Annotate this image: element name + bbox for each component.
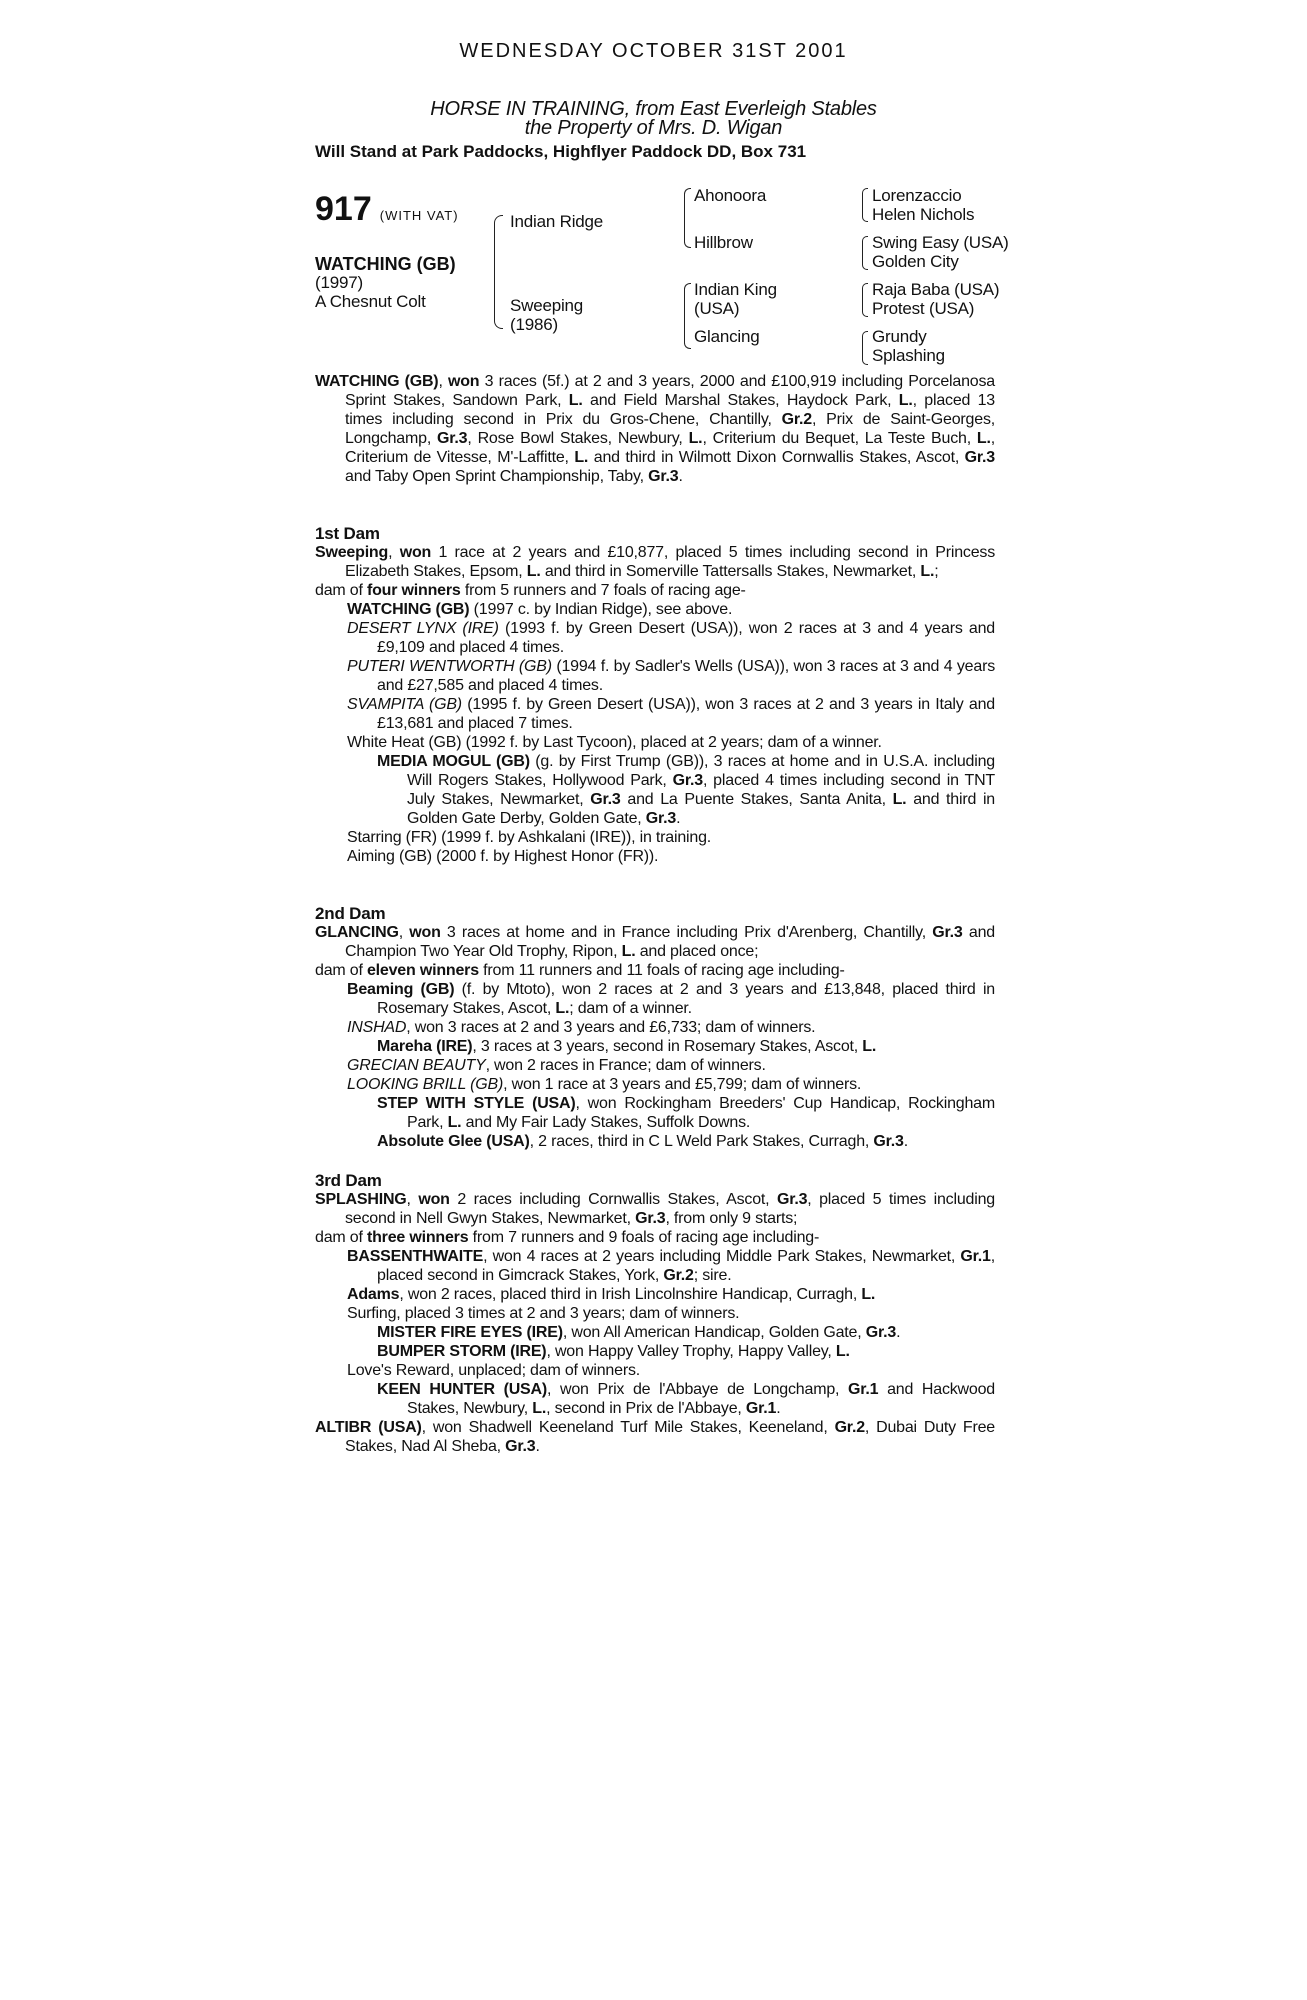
grade-label: Gr.3	[648, 468, 679, 485]
produce-name: WATCHING (GB)	[347, 601, 470, 618]
pedigree-brace-sd	[862, 236, 868, 270]
produce-text: (f. by Mtoto), won 2 races at 2 and 3 years and £13,848, placed third in Rosemary Stakes, Ascot,	[377, 981, 995, 1017]
produce-text: and My Fair Lady Stakes, Suffolk Downs.	[461, 1114, 751, 1131]
pedigree-brace-gen1	[494, 215, 503, 329]
produce-text: .	[903, 1133, 908, 1150]
produce-entry	[347, 1075, 995, 1094]
dam-text: and Champion Two Year Old Trophy, Ripon,	[345, 924, 995, 960]
produce-text: .	[535, 1438, 540, 1455]
produce-text: (g. by First Trump (GB)), 3 races at home and in U.S.A. including Will Rogers Stakes, Hollywood Park,	[407, 753, 995, 789]
produce-entry	[347, 657, 995, 695]
race-record-text: 3 races (5f.) at 2 and 3 years, 2000 and £100,919 including Porcelanosa Sprint Stakes, Sandown Park,	[345, 373, 995, 409]
produce-name: STEP WITH STYLE (USA)	[377, 1095, 576, 1112]
race-record-text: and Taby Open Sprint Championship, Taby,	[345, 468, 649, 485]
race-record-text: , Rose Bowl Stakes, Newbury,	[467, 430, 689, 447]
produce-name: KEEN HUNTER (USA)	[377, 1381, 548, 1398]
produce-name: Beaming (GB)	[347, 981, 455, 998]
produce-name: INSHAD	[347, 1019, 407, 1036]
race-record-text: , Criterium du Bequet, La Teste Buch,	[702, 430, 977, 447]
third-dam-name: SPLASHING	[315, 1191, 407, 1208]
pedigree-brace-dam	[684, 283, 691, 349]
consignor-line: HORSE IN TRAINING, from East Everleigh Stables	[430, 98, 877, 120]
produce-entry	[347, 1247, 995, 1285]
grade-label: Gr.3	[590, 791, 621, 808]
produce-text: , won All American Handicap, Golden Gate,	[562, 1324, 866, 1341]
grade-label: Gr.3	[635, 1210, 666, 1227]
produce-text: .	[896, 1324, 901, 1341]
grade-label: Gr.1	[848, 1381, 879, 1398]
second-dam-heading: 2nd Dam	[315, 904, 386, 923]
grade-label: Gr.3	[865, 1324, 897, 1341]
third-dam-section: 3rd Dam SPLASHING, won 2 races including Cornwallis Stakes, Ascot, Gr.3, placed 5 times including second in Nell Gwyn Stakes, Newmarket, Gr.3, from only 9 starts; dam of three winners from 7 runners and 9 foals of racing age including- BASSENTHWAITE, won 4 races at 2 years including Middle Park Stakes, Newmarket, Gr.1, placed second in Gimcrack Stakes, York, Gr.2; sire. Adams, won 2 races, placed third in Irish Lincolnshire Handicap, Curragh, L. Surfing, placed 3 times at 2 and 3 years; dam of winners. MISTER FIRE EYES (IRE), won All American Handicap, Golden Gate, Gr.3. BUMPER STORM (IRE), won Happy Valley Trophy, Happy Valley, L. Love's Reward, unplaced; dam of winners. KEEN HUNTER (USA), won Prix de l'Abbaye de Longchamp, Gr.1 and Hackwood Stakes, Newbury, L., second in Prix de l'Abbaye, Gr.1. ALTIBR (USA), won Shadwell Keeneland Turf Mile Stakes, Keeneland, Gr.2, Dubai Duty Free Stakes, Nad Al Sheba, Gr.3.	[315, 1171, 996, 1455]
produce-entry	[347, 1285, 995, 1304]
produce-text: Love's Reward, unplaced; dam of winners.	[347, 1362, 640, 1379]
pedigree-dam-dam: Glancing	[694, 327, 760, 346]
produce-entry	[377, 1342, 995, 1361]
grade-label: Gr.2	[781, 411, 812, 428]
grade-label: Gr.3	[776, 1191, 808, 1208]
dam-of-text: dam of	[315, 962, 367, 979]
dam-text: 1 race at 2 years and £10,877, placed 5 times including second in Princess Elizabeth Stakes, Epsom,	[345, 544, 995, 580]
produce-text: (1997 c. by Indian Ridge), see above.	[469, 601, 733, 618]
grade-label: Gr.3	[672, 772, 703, 789]
dam-of-text: from 11 runners and 11 foals of racing age including-	[478, 962, 845, 979]
dam-of-text: from 5 runners and 7 foals of racing age-	[460, 582, 746, 599]
pedigree-sss: Lorenzaccio	[872, 186, 962, 205]
grade-label: L.	[526, 563, 541, 580]
produce-entry	[347, 980, 995, 1018]
produce-text: , 2 races, third in C L Weld Park Stakes, Curragh,	[529, 1133, 874, 1150]
produce-name: BASSENTHWAITE	[347, 1248, 484, 1265]
stand-location: Will Stand at Park Paddocks, Highflyer Paddock DD, Box 731	[315, 142, 807, 161]
grade-label: Gr.1	[745, 1400, 777, 1417]
third-dam-heading: 3rd Dam	[315, 1171, 382, 1190]
dam-text: ;	[934, 563, 939, 580]
pedigree-ssd: Helen Nichols	[872, 205, 975, 224]
won-label: won	[399, 544, 432, 561]
race-record-text: , Prix de Saint-Georges, Longchamp,	[345, 411, 996, 447]
produce-text: .	[676, 810, 681, 827]
produce-entry	[315, 1418, 995, 1456]
produce-name: ALTIBR (USA)	[315, 1419, 422, 1436]
race-record-text: , placed 13 times including second in Prix du Gros-Chene, Chantilly,	[345, 392, 995, 428]
grade-label: L.	[688, 430, 703, 447]
second-dam-section: 2nd Dam GLANCING, won 3 races at home and in France including Prix d'Arenberg, Chantilly, Gr.3 and Champion Two Year Old Trophy, Ripon, L. and placed once; dam of eleven winners from 11 runners and 11 foals of racing age including- Beaming (GB) (f. by Mtoto), won 2 races at 2 and 3 years and £13,848, placed third in Rosemary Stakes, Ascot, L.; dam of a winner. INSHAD, won 3 races at 2 and 3 years and £6,733; dam of winners. Mareha (IRE), 3 races at 3 years, second in Rosemary Stakes, Ascot, L. GRECIAN BEAUTY, won 2 races in France; dam of winners. LOOKING BRILL (GB), won 1 race at 3 years and £5,799; dam of winners. STEP WITH STYLE (USA), won Rockingham Breeders' Cup Handicap, Rockingham Park, L. and My Fair Lady Stakes, Suffolk Downs. Absolute Glee (USA), 2 races, third in C L Weld Park Stakes, Curragh, Gr.3.	[315, 904, 995, 1150]
grade-label: L.	[976, 430, 991, 447]
winners-count: four winners	[366, 582, 461, 599]
pedigree-brace-ds	[862, 283, 868, 317]
pedigree-dam-sire-country: (USA)	[694, 299, 740, 318]
produce-name: MEDIA MOGUL (GB)	[377, 753, 530, 770]
pedigree-sds: Swing Easy (USA)	[872, 233, 1009, 252]
vat-note: (WITH VAT)	[379, 208, 459, 223]
produce-entry	[347, 600, 995, 619]
grade-label: Gr.3	[645, 810, 677, 827]
pedigree-brace-ss	[862, 188, 868, 222]
winners-count: eleven winners	[366, 962, 479, 979]
grade-label: L.	[574, 449, 589, 466]
grade-label: Gr.3	[873, 1133, 904, 1150]
produce-text: ; sire.	[693, 1267, 732, 1284]
pedigree-dsd: Protest (USA)	[872, 299, 975, 318]
produce-entry	[347, 1361, 995, 1380]
grade-label: L.	[892, 791, 907, 808]
grade-label: Gr.2	[663, 1267, 694, 1284]
horse-name: WATCHING (GB)	[315, 254, 456, 274]
produce-text: Surfing, placed 3 times at 2 and 3 years; dam of winners.	[347, 1305, 740, 1322]
produce-name: BUMPER STORM (IRE)	[377, 1343, 547, 1360]
owner-line: the Property of Mrs. D. Wigan	[524, 117, 783, 139]
grade-label: L.	[532, 1400, 547, 1417]
produce-name: Absolute Glee (USA)	[377, 1133, 530, 1150]
produce-text: , won 4 races at 2 years including Middle Park Stakes, Newmarket,	[483, 1248, 961, 1265]
race-record-name: WATCHING (GB)	[315, 373, 439, 390]
produce-text: , placed 4 times including second in TNT July Stakes, Newmarket,	[407, 772, 996, 808]
produce-text: and La Puente Stakes, Santa Anita,	[620, 791, 893, 808]
produce-text: , won 2 races in France; dam of winners.	[485, 1057, 766, 1074]
produce-name: LOOKING BRILL (GB)	[347, 1076, 504, 1093]
first-dam-heading: 1st Dam	[315, 524, 380, 543]
produce-text: , won Shadwell Keeneland Turf Mile Stakes, Keeneland,	[421, 1419, 835, 1436]
produce-text: , won 2 races, placed third in Irish Lincolnshire Handicap, Curragh,	[399, 1286, 862, 1303]
produce-entry	[347, 1056, 995, 1075]
produce-entry	[377, 1323, 995, 1342]
produce-text: (1994 f. by Sadler's Wells (USA)), won 3 races at 3 and 4 years and £27,585 and placed 4 times.	[377, 658, 995, 694]
pedigree-dam-sire: Indian King	[694, 280, 777, 299]
pedigree-sire: Indian Ridge	[510, 212, 604, 231]
produce-text: , won 3 races at 2 and 3 years and £6,733; dam of winners.	[406, 1019, 816, 1036]
grade-label: L.	[862, 1038, 877, 1055]
produce-entry	[377, 1380, 995, 1418]
produce-entry	[347, 695, 995, 733]
dam-text: , placed 5 times including second in Nell Gwyn Stakes, Newmarket,	[345, 1191, 995, 1227]
grade-label: Gr.3	[932, 924, 963, 941]
produce-text: , won Rockingham Breeders' Cup Handicap, Rockingham Park,	[407, 1095, 995, 1131]
produce-name: GRECIAN BEAUTY	[347, 1057, 486, 1074]
race-record-text: and Field Marshal Stakes, Haydock Park,	[582, 392, 899, 409]
dam-of-text: dam of	[315, 582, 367, 599]
grade-label: Gr.3	[505, 1438, 536, 1455]
pedigree-sire-dam: Hillbrow	[694, 233, 753, 252]
pedigree-dam: Sweeping	[510, 296, 584, 315]
dam-text: and placed once;	[635, 943, 759, 960]
produce-text: Starring (FR) (1999 f. by Ashkalani (IRE)), in training.	[347, 829, 712, 846]
pedigree-brace-sire	[684, 188, 691, 248]
produce-text: ; dam of a winner.	[569, 1000, 692, 1017]
produce-entry	[347, 1018, 995, 1037]
produce-name: MISTER FIRE EYES (IRE)	[377, 1324, 563, 1341]
produce-entry	[377, 752, 995, 828]
dam-text: 2 races including Cornwallis Stakes, Ascot,	[449, 1191, 777, 1208]
page-date: WEDNESDAY OCTOBER 31ST 2001	[459, 40, 848, 62]
produce-text: White Heat (GB) (1992 f. by Last Tycoon), placed at 2 years; dam of a winner.	[347, 734, 882, 751]
race-record-text: and third in Wilmott Dixon Cornwallis Stakes, Ascot,	[588, 449, 965, 466]
race-record-text: , Criterium de Vitesse, M'-Laffitte,	[345, 430, 995, 466]
produce-entry	[347, 619, 995, 657]
race-record-won: won	[447, 373, 480, 390]
horse-description: A Chesnut Colt	[315, 292, 426, 311]
produce-text: Aiming (GB) (2000 f. by Highest Honor (FR)).	[347, 848, 659, 865]
pedigree-brace-dd	[862, 331, 868, 365]
won-label: won	[418, 1191, 450, 1208]
produce-name: Adams	[347, 1286, 400, 1303]
produce-text: and third in Golden Gate Derby, Golden Gate,	[407, 791, 995, 827]
pedigree-ddd: Splashing	[872, 346, 945, 365]
won-label: won	[409, 924, 441, 941]
grade-label: L.	[898, 392, 913, 409]
dam-text: 3 races at home and in France including Prix d'Arenberg, Chantilly,	[440, 924, 933, 941]
produce-name: DESERT LYNX (IRE)	[347, 620, 499, 637]
produce-text: , won Happy Valley Trophy, Happy Valley,	[546, 1343, 836, 1360]
produce-entry	[347, 1304, 995, 1323]
produce-text: , second in Prix de l'Abbaye,	[546, 1400, 746, 1417]
race-record-text: .	[678, 468, 683, 485]
winners-count: three winners	[366, 1229, 469, 1246]
dam-text: and third in Somerville Tattersalls Stakes, Newmarket,	[540, 563, 921, 580]
grade-label: L.	[555, 1000, 570, 1017]
produce-entry	[377, 1132, 995, 1151]
pedigree-dds: Grundy	[872, 327, 927, 346]
grade-label: Gr.1	[960, 1248, 991, 1265]
lot-number-block	[315, 190, 459, 229]
grade-label: Gr.2	[834, 1419, 865, 1436]
grade-label: L.	[447, 1114, 462, 1131]
produce-entry	[347, 733, 995, 752]
produce-text: .	[776, 1400, 781, 1417]
produce-entry	[347, 828, 995, 847]
grade-label: L.	[621, 943, 636, 960]
produce-name: Mareha (IRE)	[377, 1038, 473, 1055]
produce-text: , won 1 race at 3 years and £5,799; dam of winners.	[503, 1076, 862, 1093]
grade-label: L.	[920, 563, 935, 580]
produce-text: , placed second in Gimcrack Stakes, York,	[377, 1248, 995, 1284]
grade-label: L.	[861, 1286, 876, 1303]
grade-label: Gr.3	[964, 449, 995, 466]
produce-entry	[347, 847, 995, 866]
lot-number: 917	[315, 190, 372, 228]
first-dam-section: 1st Dam Sweeping, won 1 race at 2 years and £10,877, placed 5 times including second in Princess Elizabeth Stakes, Epsom, L. and third in Somerville Tattersalls Stakes, Newmarket, L.; dam of four winners from 5 runners and 7 foals of racing age- WATCHING (GB) (1997 c. by Indian Ridge), see above. DESERT LYNX (IRE) (1993 f. by Green Desert (USA)), won 2 races at 3 and 4 years and £9,109 and placed 4 times. PUTERI WENTWORTH (GB) (1994 f. by Sadler's Wells (USA)), won 3 races at 3 and 4 years and £27,585 and placed 4 times. SVAMPITA (GB) (1995 f. by Green Desert (USA)), won 3 races at 2 and 3 years in Italy and £13,681 and placed 7 times. White Heat (GB) (1992 f. by Last Tycoon), placed at 2 years; dam of a winner. MEDIA MOGUL (GB) (g. by First Trump (GB)), 3 races at home and in U.S.A. including Will Rogers Stakes, Hollywood Park, Gr.3, placed 4 times including second in TNT July Stakes, Newmarket, Gr.3 and La Puente Stakes, Santa Anita, L. and third in Golden Gate Derby, Golden Gate, Gr.3. Starring (FR) (1999 f. by Ashkalani (IRE)), in training. Aiming (GB) (2000 f. by Highest Honor (FR)).	[315, 524, 996, 865]
first-dam-name: Sweeping	[315, 544, 389, 561]
dam-text: , from only 9 starts;	[665, 1210, 798, 1227]
produce-text: , 3 races at 3 years, second in Rosemary Stakes, Ascot,	[472, 1038, 863, 1055]
produce-text: , Dubai Duty Free Stakes, Nad Al Sheba,	[345, 1419, 996, 1455]
produce-name: PUTERI WENTWORTH (GB)	[347, 658, 552, 675]
grade-label: L.	[568, 392, 583, 409]
race-record: WATCHING (GB), won 3 races (5f.) at 2 and 3 years, 2000 and £100,919 including Porcelanosa Sprint Stakes, Sandown Park, L. and Field Marshal Stakes, Haydock Park, L., placed 13 times including second in Prix du Gros-Chene, Chantilly, Gr.2, Prix de Saint-Georges, Longchamp, Gr.3, Rose Bowl Stakes, Newbury, L., Criterium du Bequet, La Teste Buch, L., Criterium de Vitesse, M'-Laffitte, L. and third in Wilmott Dixon Cornwallis Stakes, Ascot, Gr.3 and Taby Open Sprint Championship, Taby, Gr.3.	[315, 373, 996, 485]
produce-entry	[377, 1094, 995, 1132]
grade-label: Gr.3	[437, 430, 468, 447]
second-dam-name: GLANCING	[315, 924, 399, 941]
horse-year: (1997)	[315, 273, 363, 292]
grade-label: L.	[835, 1343, 850, 1360]
pedigree-sire-sire: Ahonoora	[694, 186, 767, 205]
produce-text: and Hackwood Stakes, Newbury,	[407, 1381, 995, 1417]
produce-text: (1995 f. by Green Desert (USA)), won 3 races at 2 and 3 years in Italy and £13,681 and placed 7 times.	[377, 696, 995, 732]
produce-text: (1993 f. by Green Desert (USA)), won 2 races at 3 and 4 years and £9,109 and placed 4 times.	[377, 620, 995, 656]
pedigree-sdd: Golden City	[872, 252, 959, 271]
dam-of-text: dam of	[315, 1229, 367, 1246]
pedigree-dss: Raja Baba (USA)	[872, 280, 1000, 299]
produce-entry	[377, 1037, 995, 1056]
pedigree-dam-year: (1986)	[510, 315, 558, 334]
produce-text: , won Prix de l'Abbaye de Longchamp,	[547, 1381, 848, 1398]
dam-of-text: from 7 runners and 9 foals of racing age including-	[468, 1229, 820, 1246]
produce-name: SVAMPITA (GB)	[347, 696, 462, 713]
